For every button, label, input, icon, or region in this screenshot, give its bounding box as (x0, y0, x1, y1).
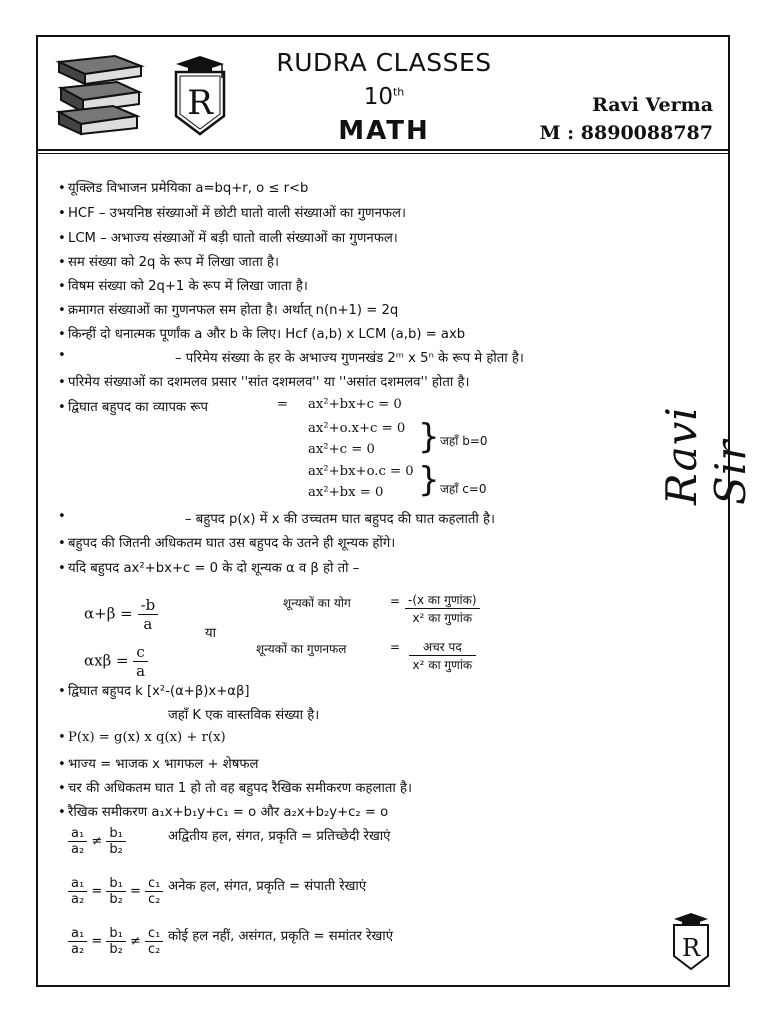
note-line-euclid: • यूक्लिड विभाजन प्रमेयिका a=bq+r, o ≤ r<b (58, 181, 309, 196)
grade-label: 10th (363, 84, 405, 110)
note-line-k-real: जहाँ K एक वास्तविक संख्या है। (168, 708, 320, 723)
note-line-linear: • चर की अधिकतम घात 1 हो तो वह बहुपद रैखिक समीकरण कहलाता है। (58, 781, 412, 796)
quadratic-standard: ax²+bx+c = 0 (308, 397, 402, 412)
where-c-zero: जहाँ c=0 (440, 482, 487, 496)
sum-of-zeroes-formula: α+β = $\frac{-b}{a}$ (84, 596, 158, 633)
ratio-condition-1: $\frac{\text{a₁}}{\text{a₂}}$ ≠ $\frac{\text{b₁}}{\text{b₂}}$ (68, 826, 126, 857)
header-divider-thin (38, 153, 728, 154)
note-line-hcf: • HCF – उभयनिष्ठ संख्याओं में छोटी घातो वाली संख्याओं का गुणनफल। (58, 206, 406, 221)
ratio-condition-2: $\frac{\text{a₁}}{\text{a₂}}$ = $\frac{\text{b₁}}{\text{b₂}}$ = $\frac{\text{c₁}}{\text{c₂}}$ (68, 876, 163, 907)
note-line-lcm: • LCM – अभाज्य संख्याओं में बड़ी घातो वाली संख्याओं का गुणनफल। (58, 231, 398, 246)
signature-ravi-sir: Ravi Sir (657, 406, 755, 505)
mobile-number: M : 8890088787 (539, 122, 713, 144)
svg-text:R: R (187, 83, 213, 123)
where-b-zero: जहाँ b=0 (440, 434, 488, 448)
quadratic-case-1: ax²+o.x+c = 0 (308, 421, 406, 436)
quadratic-case-3: ax²+bx+o.c = 0 (308, 464, 414, 479)
product-of-zeroes-formula: αxβ = $\frac{c}{a}$ (84, 643, 148, 680)
product-equals: = (390, 640, 401, 654)
note-line-linear-eqns: • रैखिक समीकरण a₁x+b₁y+c₁ = o और a₂x+b₂y+c₂ = o (58, 805, 389, 820)
sum-ratio: $\frac{\text{-(x का गुणांक)}}{\text{x² का गुणांक}}$ (405, 591, 480, 626)
equals-sign: = (277, 397, 289, 412)
note-line-decimal: • परिमेय संख्याओं का दशमलव प्रसार ''सांत दशमलव'' या ''असांत दशमलव'' होता है। (58, 375, 470, 390)
ratio-condition-3: $\frac{\text{a₁}}{\text{a₂}}$ = $\frac{\text{b₁}}{\text{b₂}}$ ≠ $\frac{\text{c₁}}{\text{c₂}}$ (68, 926, 163, 957)
note-line-odd: • विषम संख्या को 2q+1 के रूप में लिखा जाता है। (58, 279, 308, 294)
teacher-name: Ravi Verma (592, 94, 713, 116)
institute-title: RUDRA CLASSES (276, 48, 492, 77)
note-line-zeroes: • बहुपद की जितनी अधिकतम घात उस बहुपद के उतने ही शून्यक होंगे। (58, 536, 396, 551)
note-line-alpha-beta: • यदि बहुपद ax²+bx+c = 0 के दो शून्यक α व β हो तो – (58, 561, 360, 576)
condition-unique: अद्वितीय हल, संगत, प्रकृति = प्रतिच्छेदी रेखाएं (168, 829, 391, 844)
note-line-degree-bullet: • (58, 509, 66, 524)
note-line-consecutive: • क्रमागत संख्याओं का गुणनफल सम होता है। अर्थात् n(n+1) = 2q (58, 303, 399, 318)
note-line-quadratic: • द्विघात बहुपद का व्यापक रूप (58, 400, 208, 415)
note-line-degree: – बहुपद p(x) में x की उच्चतम घात बहुपद की घात कहलाती है। (185, 512, 496, 527)
note-line-quadratic-form: • द्विघात बहुपद k [x²-(α+β)x+αβ] (58, 684, 250, 699)
note-line-hcf-lcm: • किन्हीं दो धनात्मक पूर्णांक a और b के लिए। Hcf (a,b) x LCM (a,b) = axb (58, 327, 466, 342)
or-label: या (205, 626, 217, 641)
sum-label: शून्यकों का योग (283, 596, 351, 610)
header-divider (38, 149, 728, 151)
svg-text:R: R (681, 934, 701, 962)
product-label: शून्यकों का गुणनफल (256, 642, 347, 656)
quadratic-case-4: ax²+bx = 0 (308, 485, 384, 500)
rudra-logo-footer-icon (668, 912, 714, 972)
brace-icon: } (418, 460, 440, 500)
subject-label: MATH (338, 116, 430, 146)
product-ratio: $\frac{\text{अचर पद}}{\text{x² का गुणांक}}$ (409, 638, 476, 673)
note-line-rational-bullet: • (58, 348, 66, 363)
note-line-division-words: • भाज्य = भाजक x भागफल + शेषफल (58, 757, 259, 772)
sum-equals: = (390, 594, 401, 608)
condition-infinite: अनेक हल, संगत, प्रकृति = संपाती रेखाएं (168, 879, 367, 894)
note-line-rational: – परिमेय संख्या के हर के अभाज्य गुणनखंड 2ᵐ x 5ⁿ के रूप मे होता है। (175, 351, 524, 366)
brace-icon: } (418, 417, 440, 457)
condition-none: कोई हल नहीं, असंगत, प्रकृति = समांतर रेखाएं (168, 929, 393, 944)
note-line-even: • सम संख्या को 2q के रूप में लिखा जाता है। (58, 255, 279, 270)
quadratic-case-2: ax²+c = 0 (308, 442, 375, 457)
note-line-division: • P(x) = g(x) x q(x) + r(x) (58, 730, 226, 745)
